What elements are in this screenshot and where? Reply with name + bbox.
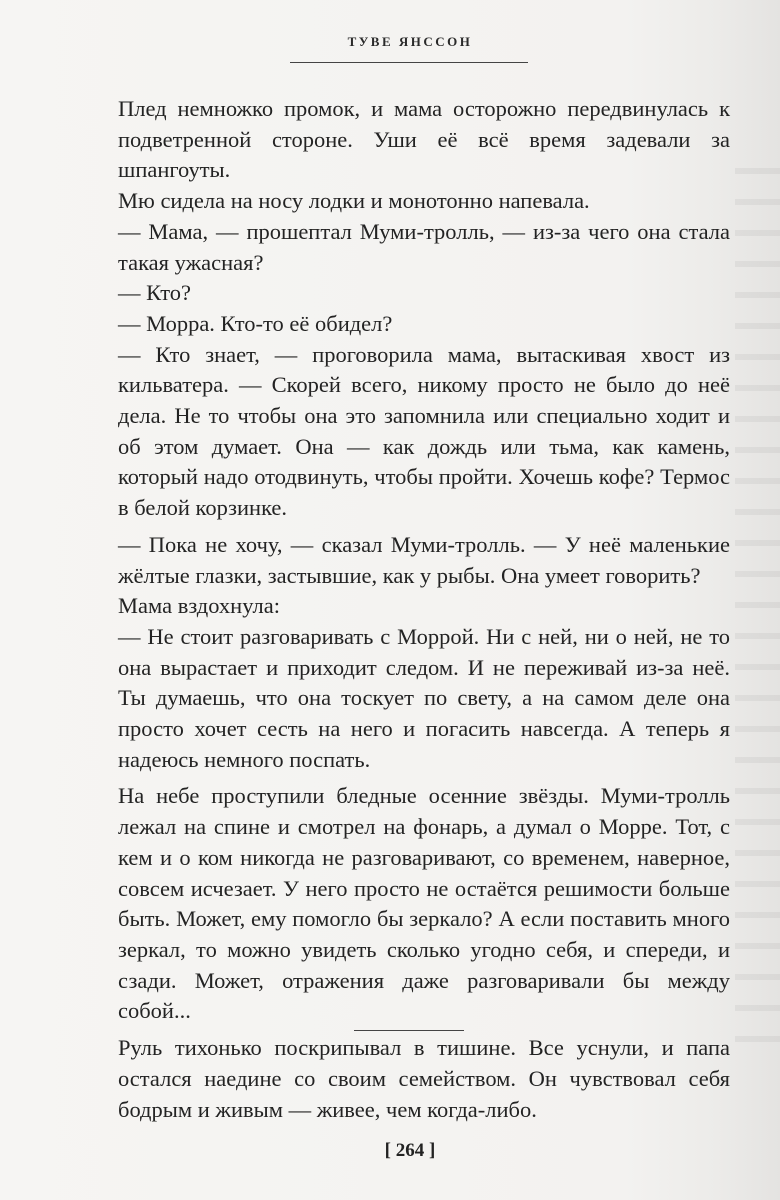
paragraph: — Морра. Кто-то её обидел? <box>118 310 393 336</box>
paragraph: — Кто знает, — проговорила мама, вытаскивая хвост из кильватера. — Скорей всего, никому просто не было до неё дела. Не то чтобы она это запомнила или специально ходит и об этом думает. Она — как дождь или тьма, как камень, который надо отодвинуть, чтобы пройти. Хочешь кофе? Термос в белой корзинке. <box>118 341 730 521</box>
bleed-through-shadow <box>735 150 780 1050</box>
footer-rule <box>354 1030 464 1031</box>
body-text <box>118 94 730 1125</box>
paragraph: — Пока не хочу, — сказал Муми-тролль. — У неё маленькие жёлтые глазки, застывшие, как у рыбы. Она умеет говорить? <box>118 531 730 588</box>
paragraph: Мама вздохнула: <box>118 593 280 619</box>
paragraph: На небе проступили бледные осенние звёзды. Муми-тролль лежал на спине и смотрел на фонарь, а думал о Морре. Тот, с кем и о ком никогда не разговаривают, со временем, наверное, совсем исчезает. У него просто не остаётся решимости больше быть. Может, ему помогло бы зеркало? А если поставить много зеркал, то можно увидеть сколько угодно себя, и спереди, и сзади. Может, отражения даже разговаривали бы между собой... <box>118 783 730 1024</box>
paragraph: — Мама, — прошептал Муми-тролль, — из-за чего она стала такая ужасная? <box>118 218 730 275</box>
running-head: ТУВЕ ЯНССОН <box>347 34 473 49</box>
paragraph: — Кто? <box>118 280 192 306</box>
header-rule <box>290 62 528 63</box>
paragraph: Плед немножко промок, и мама осторожно передвинулась к подветренной стороне. Уши её всё время задевали за шпангоуты. <box>118 96 730 183</box>
paragraph: Мю сидела на носу лодки и монотонно напевала. <box>118 188 590 214</box>
paragraph: — Не стоит разговаривать с Моррой. Ни с ней, ни о ней, не то она вырастает и приходит следом. И не переживай из-за неё. Ты думаешь, что она тоскует по свету, а на самом деле она просто хочет сесть на него и погасить навсегда. А теперь я надеюсь немного поспать. <box>118 623 730 772</box>
page-number: [ 264 ] <box>384 1140 436 1161</box>
paragraph: Руль тихонько поскрипывал в тишине. Все уснули, и папа остался наедине со своим семейством. Он чувствовал себя бодрым и живым — живее, чем когда-либо. <box>118 1035 730 1122</box>
